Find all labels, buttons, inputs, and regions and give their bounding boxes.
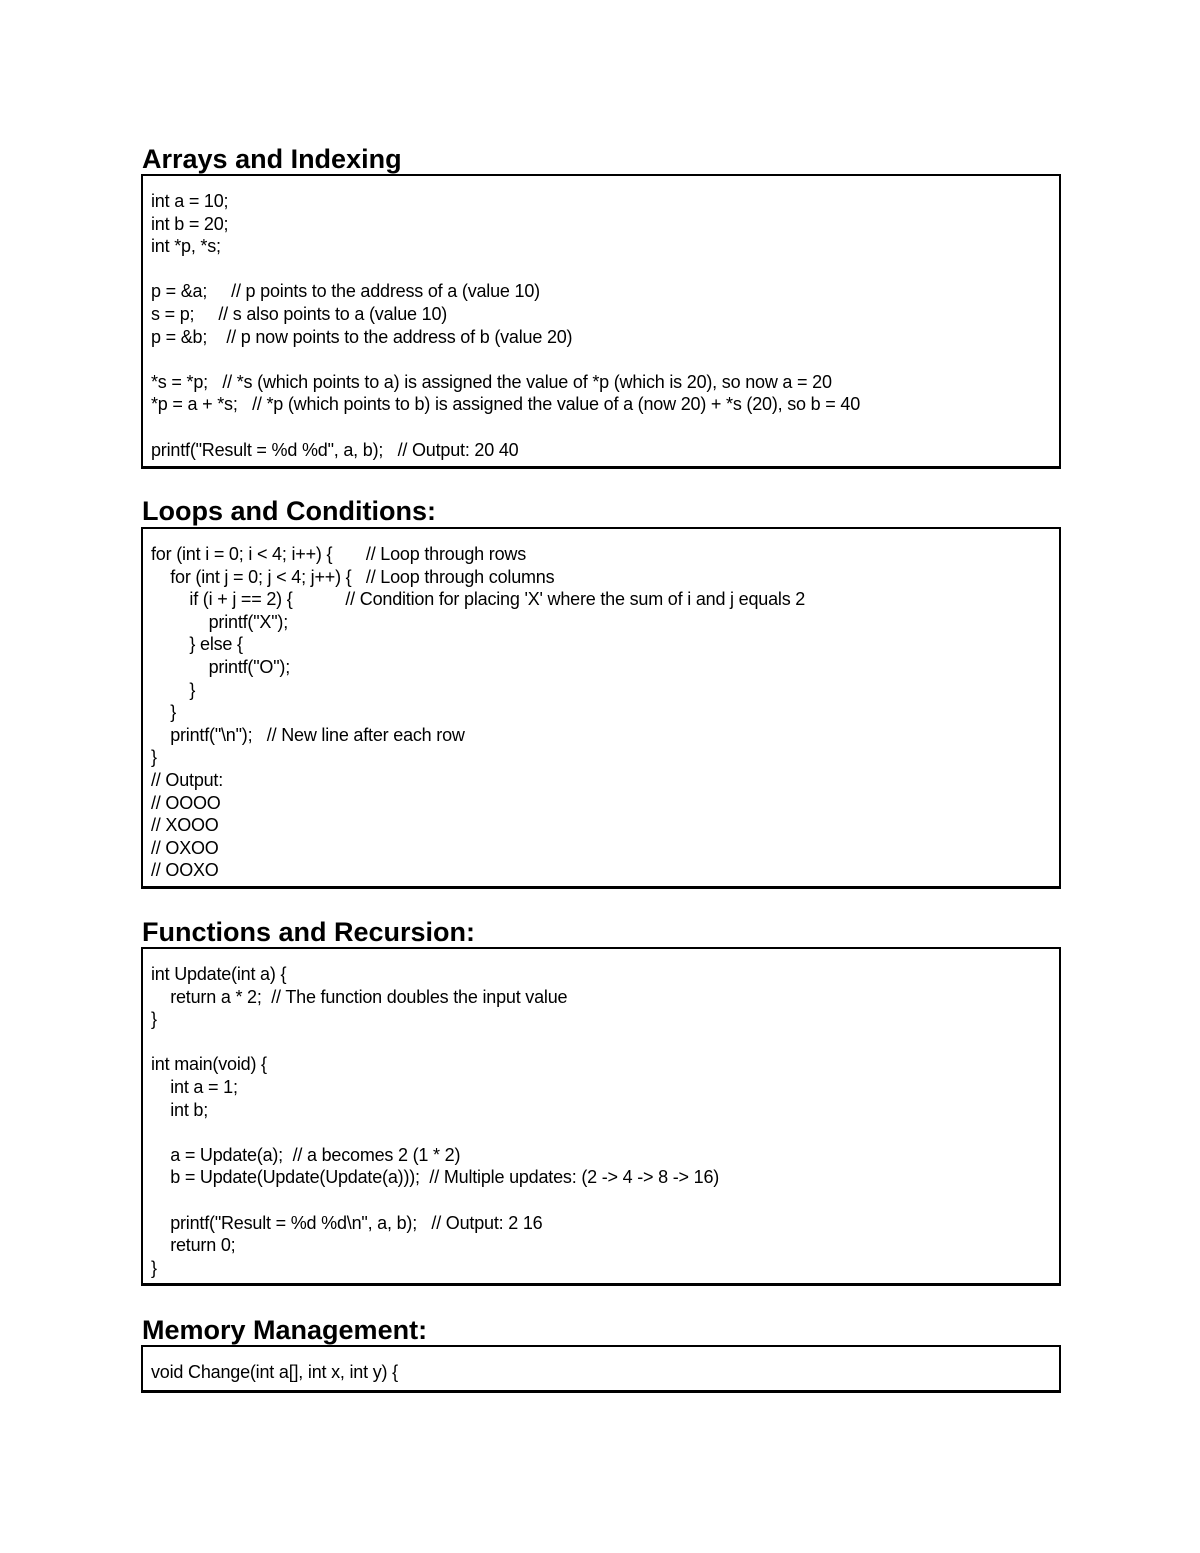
- code-block-memory: [141, 1345, 1061, 1393]
- code-line: [151, 416, 1051, 439]
- code-line: printf("Result = %d %d", a, b); // Output: 20 40: [151, 439, 519, 460]
- code-line: // XOOO: [151, 815, 219, 836]
- section-title-memory: Memory Management:: [142, 1315, 428, 1345]
- code-line: [151, 1189, 1051, 1212]
- code-line: }: [151, 1257, 157, 1278]
- code-line: }: [151, 702, 177, 723]
- code-block-arrays: [141, 174, 1061, 469]
- code-line: printf("O");: [151, 656, 290, 677]
- code-line: [151, 258, 1051, 281]
- code-line: a = Update(a); // a becomes 2 (1 * 2): [151, 1144, 461, 1165]
- code-line: }: [151, 679, 196, 700]
- section-title-functions: Functions and Recursion:: [142, 917, 476, 947]
- section-title-arrays: Arrays and Indexing: [142, 144, 402, 174]
- code-line: // OOXO: [151, 860, 219, 881]
- code-line: for (int i = 0; i < 4; i++) { // Loop through rows: [151, 544, 527, 564]
- code-line: int *p, *s;: [151, 236, 221, 257]
- code-line: int b = 20;: [151, 213, 229, 234]
- code-line: for (int j = 0; j < 4; j++) { // Loop through columns: [151, 566, 555, 587]
- code-line: p = &b; // p now points to the address of b (value 20): [151, 326, 573, 347]
- code-line: int b;: [151, 1099, 209, 1120]
- code-line: void Change(int a[], int x, int y) {: [151, 1362, 398, 1382]
- code-line: p = &a; // p points to the address of a (value 10): [151, 281, 540, 302]
- code-line: printf("Result = %d %d\n", a, b); // Output: 2 16: [151, 1212, 543, 1233]
- section-title-loops: Loops and Conditions:: [142, 496, 436, 526]
- code-line: return 0;: [151, 1235, 236, 1256]
- code-line: } else {: [151, 634, 243, 655]
- code-line: if (i + j == 2) { // Condition for placing 'X' where the sum of i and j equals 2: [151, 589, 806, 610]
- code-line: [151, 1121, 1051, 1144]
- code-line: [151, 348, 1051, 371]
- code-line: b = Update(Update(Update(a))); // Multiple updates: (2 -> 4 -> 8 -> 16): [151, 1167, 720, 1188]
- code-line: int main(void) {: [151, 1054, 267, 1075]
- code-block-loops: [141, 527, 1061, 889]
- code-line: // OOOO: [151, 792, 221, 813]
- code-line: int a = 10;: [151, 191, 229, 211]
- code-line: s = p; // s also points to a (value 10): [151, 303, 448, 324]
- code-line: // Output:: [151, 769, 224, 790]
- code-line: [151, 1031, 1051, 1054]
- code-block-functions: [141, 947, 1061, 1286]
- code-line: int Update(int a) {: [151, 964, 287, 984]
- code-line: int a = 1;: [151, 1076, 238, 1097]
- code-line: return a * 2; // The function doubles the input value: [151, 986, 568, 1007]
- code-line: *p = a + *s; // *p (which points to b) is assigned the value of a (now 20) + *s (20), so b = 40: [151, 394, 861, 415]
- code-line: }: [151, 1009, 157, 1030]
- code-line: }: [151, 747, 157, 768]
- code-line: // OXOO: [151, 837, 219, 858]
- code-line: printf("X");: [151, 611, 289, 632]
- code-line: printf("\n"); // New line after each row: [151, 724, 465, 745]
- code-line: *s = *p; // *s (which points to a) is assigned the value of *p (which is 20), so now a = 20: [151, 371, 832, 392]
